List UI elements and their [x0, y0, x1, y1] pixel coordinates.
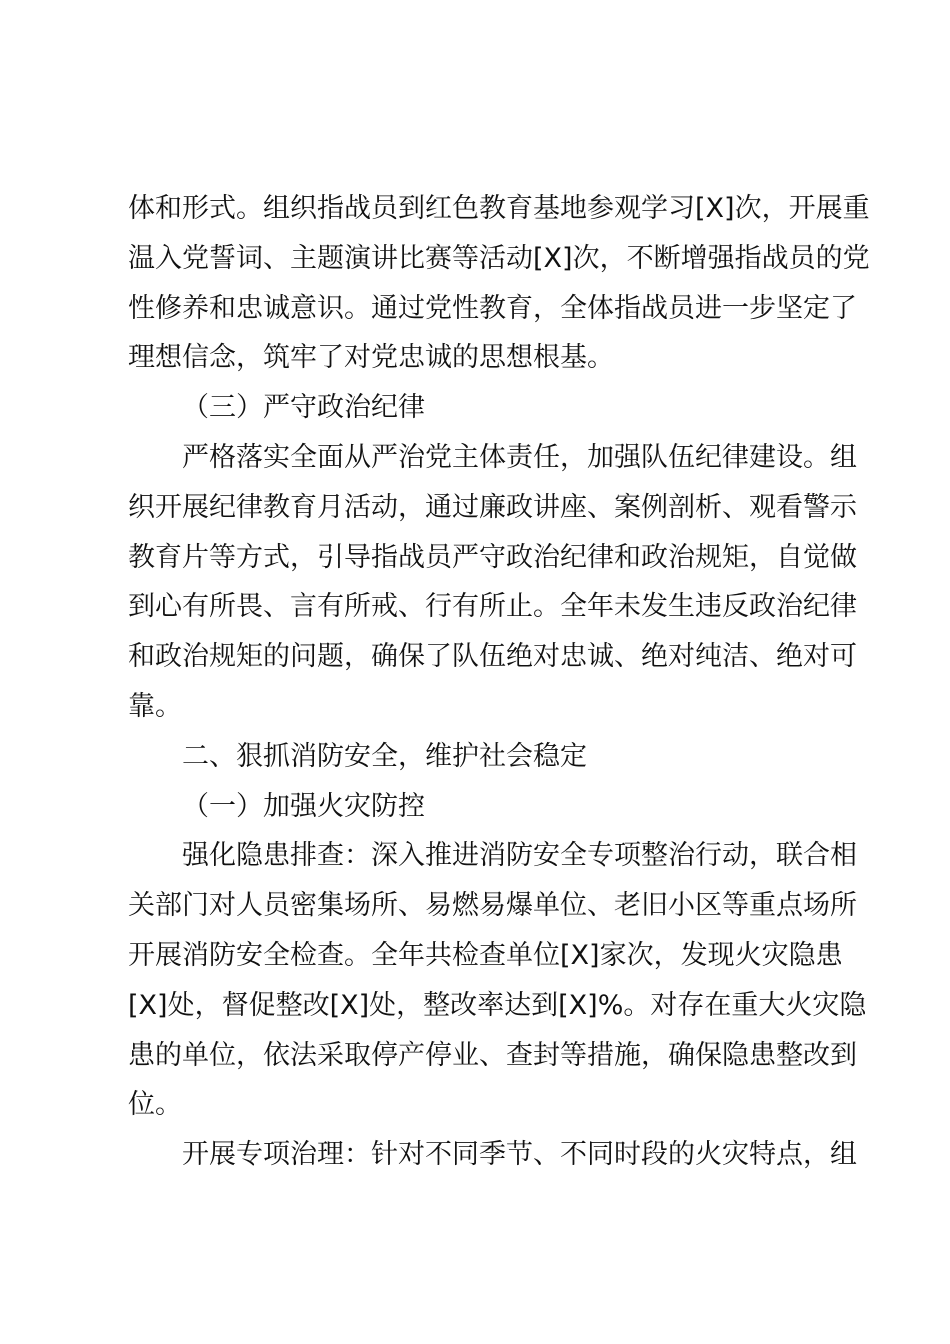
section-heading: （三）严守政治纪律 — [182, 392, 425, 424]
document-body — [128, 184, 870, 1180]
paragraph-line: 和政治规矩的问题，确保了队伍绝对忠诚、绝对纯洁、绝对可 — [128, 641, 857, 673]
chapter-heading: 二、狠抓消防安全，维护社会稳定 — [182, 740, 587, 772]
paragraph-line: 严格落实全面从严治党主体责任，加强队伍纪律建设。组 — [182, 441, 857, 473]
paragraph-line: 体和形式。组织指战员到红色教育基地参观学习[X]次，开展重 — [128, 193, 870, 224]
paragraph-line: 患的单位，依法采取停产停业、查封等措施，确保隐患整改到 — [128, 1039, 857, 1071]
paragraph-line: 开展消防安全检查。全年共检查单位[X]家次，发现火灾隐患 — [128, 939, 843, 971]
paragraph-line: 性修养和忠诚意识。通过党性教育，全体指战员进一步坚定了 — [128, 292, 857, 324]
paragraph-line: 靠。 — [128, 690, 182, 722]
paragraph-line: 温入党誓词、主题演讲比赛等活动[X]次，不断增强指战员的党 — [128, 242, 870, 274]
paragraph-line: 织开展纪律教育月活动，通过廉政讲座、案例剖析、观看警示 — [128, 491, 857, 523]
paragraph-line: 开展专项治理：针对不同季节、不同时段的火灾特点，组 — [182, 1139, 857, 1171]
paragraph-line: 关部门对人员密集场所、易燃易爆单位、老旧小区等重点场所 — [128, 890, 857, 922]
paragraph-line: [X]处，督促整改[X]处，整改率达到[X]%。对存在重大火灾隐 — [128, 989, 867, 1021]
paragraph-line: 到心有所畏、言有所戒、行有所止。全年未发生违反政治纪律 — [128, 591, 857, 623]
paragraph-line: 强化隐患排查：深入推进消防安全专项整治行动，联合相 — [182, 840, 857, 872]
paragraph-line: 位。 — [128, 1089, 182, 1121]
paragraph-line: 教育片等方式，引导指战员严守政治纪律和政治规矩，自觉做 — [128, 541, 857, 573]
section-heading: （一）加强火灾防控 — [182, 790, 425, 822]
paragraph-line: 理想信念，筑牢了对党忠诚的思想根基。 — [128, 342, 614, 374]
